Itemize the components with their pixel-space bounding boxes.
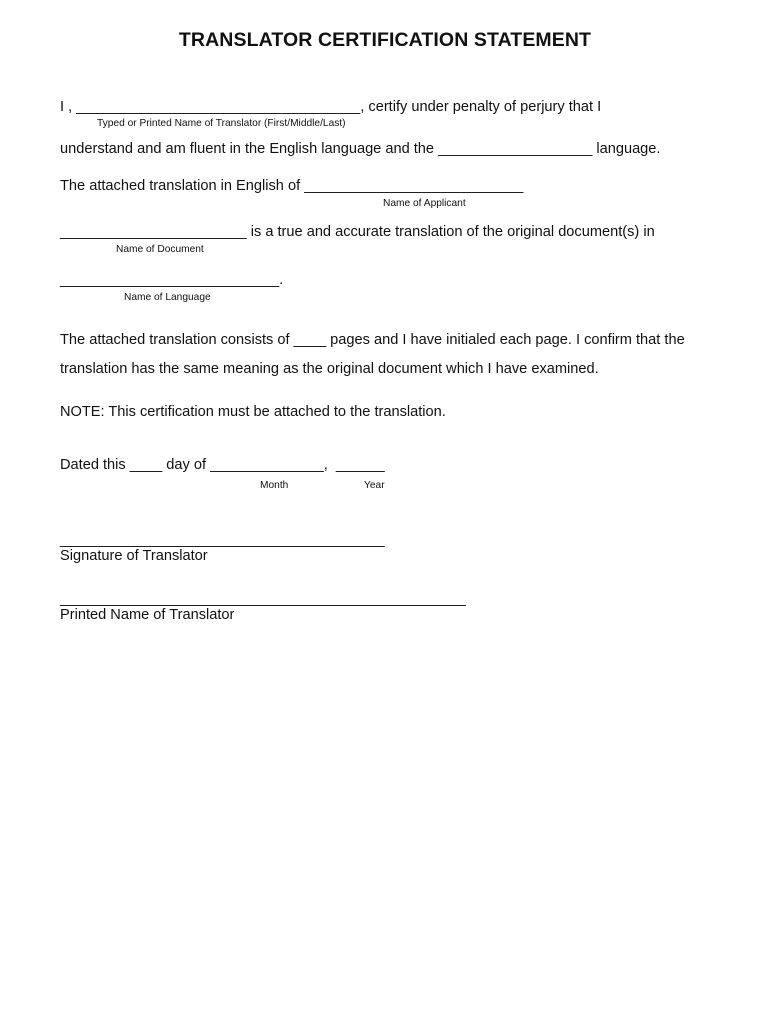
signature-rule: ________________________________________ — [60, 532, 385, 548]
printed-name-label: Printed Name of Translator — [60, 607, 235, 623]
applicant-name-caption: Name of Applicant — [383, 198, 466, 209]
language-name-caption: Name of Language — [124, 292, 211, 303]
meaning-statement-line: translation has the same meaning as the original document which I have examined. — [60, 361, 599, 377]
certify-line: I , ___________________________________, certify under penalty of perjury that I — [60, 99, 602, 115]
dated-line: Dated this ____ day of ______________, ______ — [60, 457, 385, 473]
signature-label: Signature of Translator — [60, 548, 208, 564]
month-caption: Month — [260, 480, 289, 491]
year-caption: Year — [364, 480, 385, 491]
translation-applicant-line: The attached translation in English of ___________________________ — [60, 178, 524, 194]
document-title: TRANSLATOR CERTIFICATION STATEMENT — [178, 29, 592, 51]
translator-name-caption: Typed or Printed Name of Translator (First/Middle/Last) — [97, 118, 346, 129]
pages-statement-line: The attached translation consists of ____ pages and I have initialed each page. I confirm that the — [60, 332, 685, 348]
printed-name-rule: __________________________________________________ — [60, 591, 466, 607]
language-line: ___________________________. — [60, 272, 284, 288]
fluency-line: understand and am fluent in the English language and the ___________________ language. — [60, 141, 661, 157]
document-name-caption: Name of Document — [116, 244, 204, 255]
note-text: NOTE: This certification must be attached to the translation. — [60, 404, 446, 420]
document-accuracy-line: _______________________ is a true and accurate translation of the original document(s) in — [60, 224, 655, 240]
